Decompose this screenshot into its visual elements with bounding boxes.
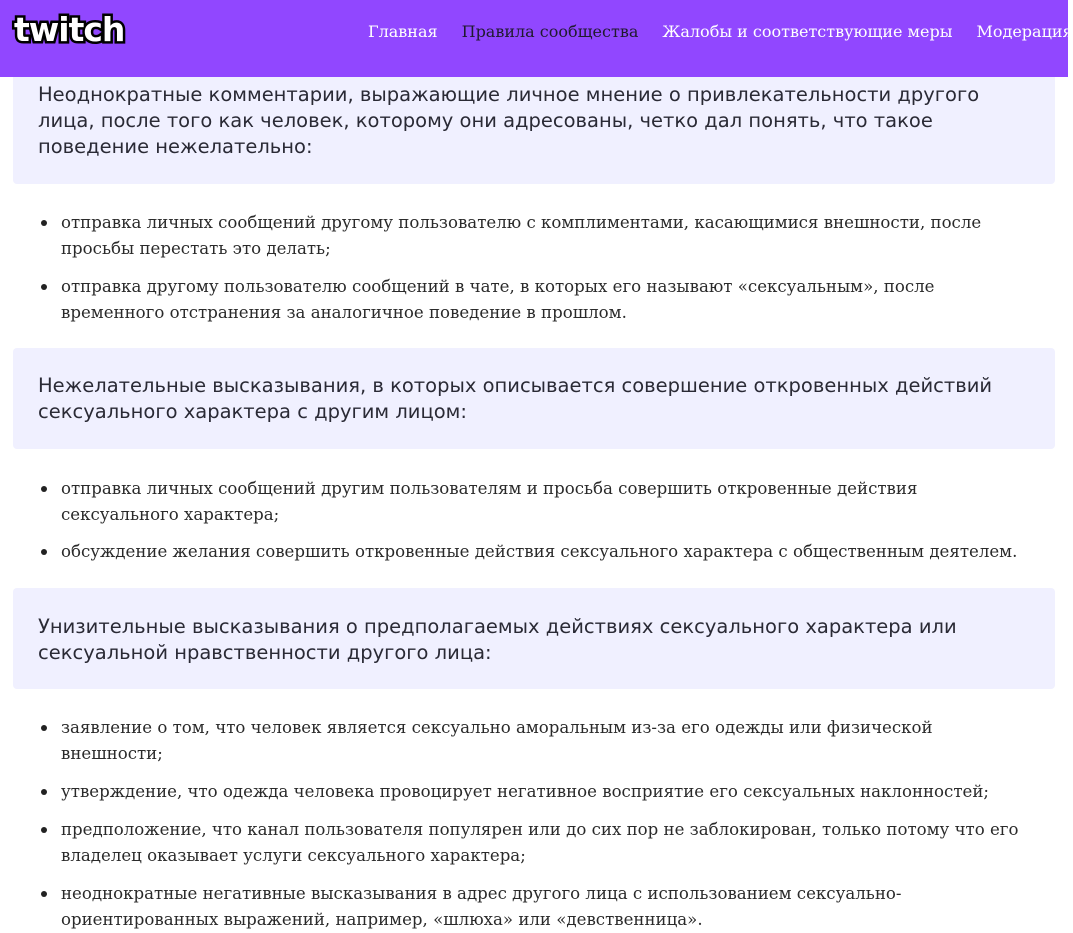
examples-list [13,715,1055,933]
top-navigation-bar [0,0,1073,77]
list-item: отправка другому пользователю сообщений в чате, в которых его называют «сексуальным», после временного отстранения за аналогичное поведение в прошлом. [13,274,1055,326]
section-callout [13,348,1055,449]
list-item: заявление о том, что человек является сексуально аморальным из-за его одежды или физической внешности; [13,715,1055,767]
nav-reports-and-enforcement[interactable]: Жалобы и соответствующие меры [662,22,953,41]
list-item: предположение, что канал пользователя популярен или до сих пор не заблокирован, только потому что его владелец оказывает услуги сексуального характера; [13,817,1055,869]
examples-list [13,210,1055,326]
nav-moderation[interactable]: Модерация [976,22,1073,41]
nav-home[interactable]: Главная [368,22,438,41]
section-heading: Унизительные высказывания о предполагаемых действиях сексуального характера или сексуальной нравственности другого лица: [38,615,957,664]
list-item: отправка личных сообщений другим пользователям и просьба совершить откровенные действия сексуального характера; [13,476,1055,528]
list-item: неоднократные негативные высказывания в адрес другого лица с использованием сексуально-ориентированных выражений, например, «шлюха» или «девственница». [13,881,1055,933]
main-nav [368,22,1073,41]
section-heading: Неоднократные комментарии, выражающие личное мнение о привлекательности другого лица, после того как человек, которому они адресованы, четко дал понять, что такое поведение нежелательно: [38,83,980,158]
list-item: обсуждение желания совершить откровенные действия сексуального характера с общественным деятелем. [13,539,1055,565]
svg-text:twitch: twitch [14,10,125,49]
section-callout [13,588,1055,689]
nav-community-guidelines[interactable]: Правила сообщества [461,22,639,41]
list-item: отправка личных сообщений другому пользователю с комплиментами, касающимися внешности, после просьбы перестать это делать; [13,210,1055,262]
twitch-logo-icon [12,10,125,50]
examples-list [13,476,1055,565]
list-item: утверждение, что одежда человека провоцирует негативное восприятие его сексуальных наклонностей; [13,779,1055,805]
twitch-logo[interactable] [12,10,125,50]
section-heading: Нежелательные высказывания, в которых описывается совершение откровенных действий сексуального характера с другим лицом: [38,374,993,423]
